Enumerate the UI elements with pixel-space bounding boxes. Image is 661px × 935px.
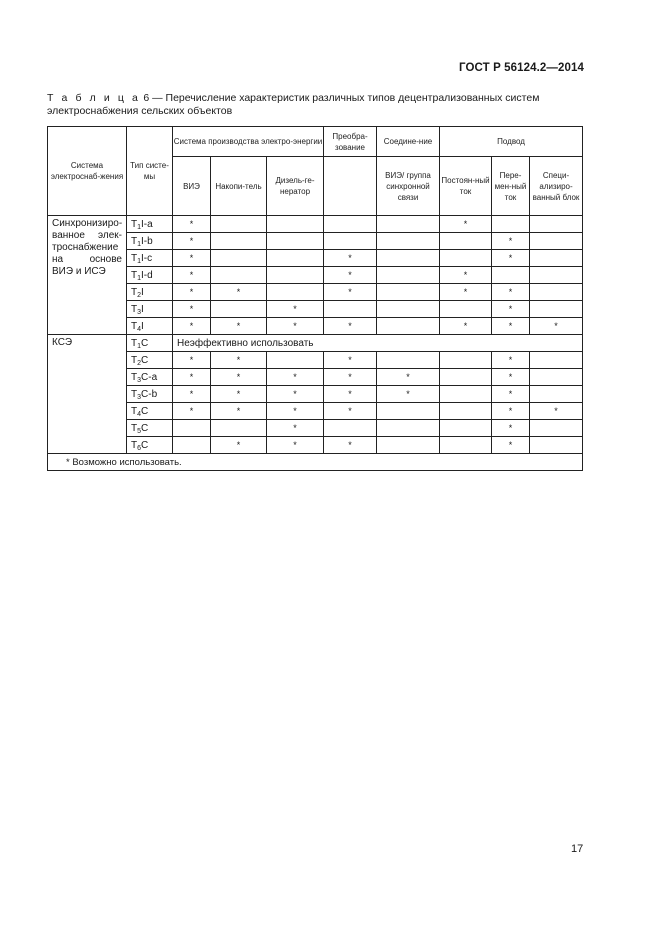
table-row — [48, 420, 583, 437]
type-base: T — [131, 286, 138, 298]
mark-cell: * — [492, 420, 530, 437]
system-type — [127, 352, 173, 369]
type-base: T — [131, 235, 138, 247]
mark-cell — [211, 216, 267, 233]
mark-cell — [377, 250, 440, 267]
type-subscript: 5 — [137, 427, 142, 435]
type-subscript: 3 — [137, 308, 142, 316]
mark-cell: * — [173, 318, 211, 335]
mark-cell: * — [377, 386, 440, 403]
mark-cell — [530, 267, 583, 284]
mark-cell: * — [211, 352, 267, 369]
type-subscript: 3 — [137, 376, 142, 384]
mark-cell: * — [492, 403, 530, 420]
caption-text: — Перечисление характеристик различных типов децентрализованных систем электроснабжения сельских объектов — [47, 92, 540, 117]
header-diesel: Дизель-ге-нератор — [267, 157, 324, 216]
type-subscript: 3 — [137, 393, 142, 401]
mark-cell: * — [492, 250, 530, 267]
type-suffix: C — [141, 354, 149, 366]
mark-cell: * — [267, 386, 324, 403]
mark-cell — [377, 301, 440, 318]
mark-cell — [530, 386, 583, 403]
type-base: T — [131, 337, 138, 349]
mark-cell: * — [267, 369, 324, 386]
system-group-name: КСЭ — [48, 335, 127, 454]
system-type — [127, 318, 173, 335]
mark-cell: * — [324, 267, 377, 284]
system-type — [127, 301, 173, 318]
type-base: T — [131, 439, 138, 451]
characteristics-table — [47, 126, 583, 471]
system-type — [127, 233, 173, 250]
mark-cell — [173, 420, 211, 437]
type-suffix: C — [141, 405, 149, 417]
mark-cell — [211, 267, 267, 284]
type-base: T — [131, 320, 138, 332]
mark-cell: * — [173, 386, 211, 403]
system-type — [127, 420, 173, 437]
system-group-name: Синхронизиро-ванное элек-троснабжение на основе ВИЭ и ИСЭ — [48, 216, 127, 335]
mark-cell: * — [530, 318, 583, 335]
header-vie-sync: ВИЭ/ группа синхронной связи — [377, 157, 440, 216]
mark-cell: * — [324, 250, 377, 267]
table-row — [48, 250, 583, 267]
mark-cell — [377, 267, 440, 284]
caption-number: 6 — [143, 92, 150, 104]
standard-number: ГОСТ Р 56124.2—2014 — [459, 62, 584, 74]
mark-cell — [211, 301, 267, 318]
mark-cell: * — [267, 301, 324, 318]
mark-cell — [267, 352, 324, 369]
mark-cell — [492, 216, 530, 233]
mark-cell — [324, 216, 377, 233]
system-type — [127, 403, 173, 420]
mark-cell: * — [492, 284, 530, 301]
table-footnote: * Возможно использовать. — [48, 454, 583, 471]
type-suffix: I — [141, 320, 144, 332]
type-suffix: I-d — [141, 269, 153, 281]
mark-cell: * — [324, 284, 377, 301]
mark-cell: * — [324, 318, 377, 335]
mark-cell: * — [173, 233, 211, 250]
type-suffix: C — [141, 337, 149, 349]
mark-cell — [211, 233, 267, 250]
mark-cell — [267, 216, 324, 233]
mark-cell — [377, 216, 440, 233]
mark-cell — [440, 352, 492, 369]
type-subscript: 6 — [137, 444, 142, 452]
mark-cell: * — [211, 403, 267, 420]
mark-cell — [530, 284, 583, 301]
mark-cell — [530, 216, 583, 233]
type-base: T — [131, 388, 138, 400]
type-suffix: I-c — [141, 252, 153, 264]
mark-cell: * — [211, 284, 267, 301]
system-type — [127, 386, 173, 403]
type-subscript: 4 — [137, 325, 142, 333]
mark-cell: * — [440, 318, 492, 335]
mark-cell: * — [267, 318, 324, 335]
mark-cell — [530, 250, 583, 267]
mark-cell: * — [173, 403, 211, 420]
mark-cell: * — [173, 369, 211, 386]
mark-cell: * — [211, 318, 267, 335]
mark-cell: * — [324, 369, 377, 386]
type-subscript: 1 — [137, 257, 142, 265]
mark-cell: * — [492, 318, 530, 335]
mark-cell: * — [211, 386, 267, 403]
mark-cell: * — [324, 437, 377, 454]
type-base: T — [131, 371, 138, 383]
mark-cell — [440, 420, 492, 437]
type-base: T — [131, 422, 138, 434]
table-row — [48, 318, 583, 335]
header-system: Система электроснаб-жения — [48, 127, 127, 216]
mark-cell: * — [440, 284, 492, 301]
mark-cell — [530, 437, 583, 454]
header-special: Специ-ализиро-ванный блок — [530, 157, 583, 216]
mark-cell — [377, 233, 440, 250]
type-base: T — [131, 405, 138, 417]
type-subscript: 2 — [137, 359, 142, 367]
mark-cell: * — [173, 250, 211, 267]
mark-cell — [530, 352, 583, 369]
type-suffix: I-b — [141, 235, 153, 247]
type-suffix: I — [141, 303, 144, 315]
type-base: T — [131, 354, 138, 366]
mark-cell — [530, 233, 583, 250]
not-applicable-note: Неэффективно использовать — [173, 335, 583, 352]
table-row — [48, 335, 583, 352]
mark-cell — [440, 386, 492, 403]
mark-cell — [440, 250, 492, 267]
type-base: T — [131, 269, 138, 281]
system-type — [127, 369, 173, 386]
type-suffix: I — [141, 286, 144, 298]
mark-cell: * — [492, 386, 530, 403]
table-row — [48, 267, 583, 284]
table-row — [48, 216, 583, 233]
type-suffix: C — [141, 439, 149, 451]
mark-cell: * — [173, 216, 211, 233]
type-base: T — [131, 303, 138, 315]
mark-cell: * — [173, 267, 211, 284]
system-type — [127, 267, 173, 284]
header-supply: Подвод — [440, 127, 583, 157]
mark-cell — [377, 318, 440, 335]
mark-cell: * — [377, 369, 440, 386]
mark-cell — [267, 233, 324, 250]
table-row — [48, 233, 583, 250]
mark-cell: * — [440, 216, 492, 233]
mark-cell: * — [492, 301, 530, 318]
mark-cell: * — [492, 233, 530, 250]
table-caption — [47, 92, 587, 118]
mark-cell — [377, 352, 440, 369]
header-conversion: Преобра-зование — [324, 127, 377, 157]
mark-cell: * — [492, 437, 530, 454]
table-row — [48, 369, 583, 386]
table-row — [48, 284, 583, 301]
mark-cell: * — [492, 369, 530, 386]
type-suffix: C-a — [141, 371, 158, 383]
mark-cell — [440, 403, 492, 420]
mark-cell — [211, 250, 267, 267]
header-type: Тип систе-мы — [127, 127, 173, 216]
footnote-row — [48, 454, 583, 471]
type-subscript: 2 — [137, 291, 142, 299]
type-base: T — [131, 252, 138, 264]
mark-cell: * — [492, 352, 530, 369]
mark-cell — [377, 420, 440, 437]
system-type — [127, 335, 173, 352]
mark-cell — [377, 437, 440, 454]
type-subscript: 1 — [137, 342, 142, 350]
mark-cell — [440, 233, 492, 250]
mark-cell — [173, 437, 211, 454]
mark-cell — [267, 250, 324, 267]
header-storage: Накопи-тель — [211, 157, 267, 216]
header-production: Система производства электро-энергии — [173, 127, 324, 157]
mark-cell — [211, 420, 267, 437]
mark-cell: * — [267, 437, 324, 454]
system-type — [127, 250, 173, 267]
table-row — [48, 352, 583, 369]
mark-cell — [324, 233, 377, 250]
type-subscript: 1 — [137, 240, 142, 248]
mark-cell — [530, 301, 583, 318]
mark-cell: * — [267, 420, 324, 437]
type-suffix: C — [141, 422, 149, 434]
system-type — [127, 216, 173, 233]
mark-cell — [492, 267, 530, 284]
mark-cell: * — [324, 386, 377, 403]
system-type — [127, 437, 173, 454]
header-ac: Пере-мен-ный ток — [492, 157, 530, 216]
mark-cell — [530, 420, 583, 437]
mark-cell: * — [324, 352, 377, 369]
header-dc: Постоян-ный ток — [440, 157, 492, 216]
mark-cell — [324, 301, 377, 318]
mark-cell: * — [173, 284, 211, 301]
mark-cell — [377, 284, 440, 301]
system-type — [127, 284, 173, 301]
mark-cell — [377, 403, 440, 420]
type-suffix: C-b — [141, 388, 158, 400]
page-number: 17 — [571, 843, 584, 855]
mark-cell — [440, 369, 492, 386]
type-subscript: 4 — [137, 410, 142, 418]
table-row — [48, 437, 583, 454]
mark-cell — [440, 437, 492, 454]
mark-cell: * — [173, 352, 211, 369]
mark-cell — [267, 267, 324, 284]
mark-cell: * — [530, 403, 583, 420]
header-vie: ВИЭ — [173, 157, 211, 216]
type-base: T — [131, 218, 138, 230]
mark-cell: * — [324, 403, 377, 420]
header-connection: Соедине-ние — [377, 127, 440, 157]
caption-label: Т а б л и ц а — [47, 92, 141, 104]
mark-cell: * — [267, 403, 324, 420]
table-row — [48, 301, 583, 318]
header-conversion-sub — [324, 157, 377, 216]
mark-cell — [530, 369, 583, 386]
mark-cell: * — [211, 369, 267, 386]
type-suffix: I-a — [141, 218, 153, 230]
mark-cell — [267, 284, 324, 301]
mark-cell: * — [173, 301, 211, 318]
mark-cell: * — [440, 267, 492, 284]
table-row — [48, 386, 583, 403]
type-subscript: 1 — [137, 223, 142, 231]
table-row — [48, 403, 583, 420]
mark-cell — [440, 301, 492, 318]
type-subscript: 1 — [137, 274, 142, 282]
mark-cell — [324, 420, 377, 437]
mark-cell: * — [211, 437, 267, 454]
